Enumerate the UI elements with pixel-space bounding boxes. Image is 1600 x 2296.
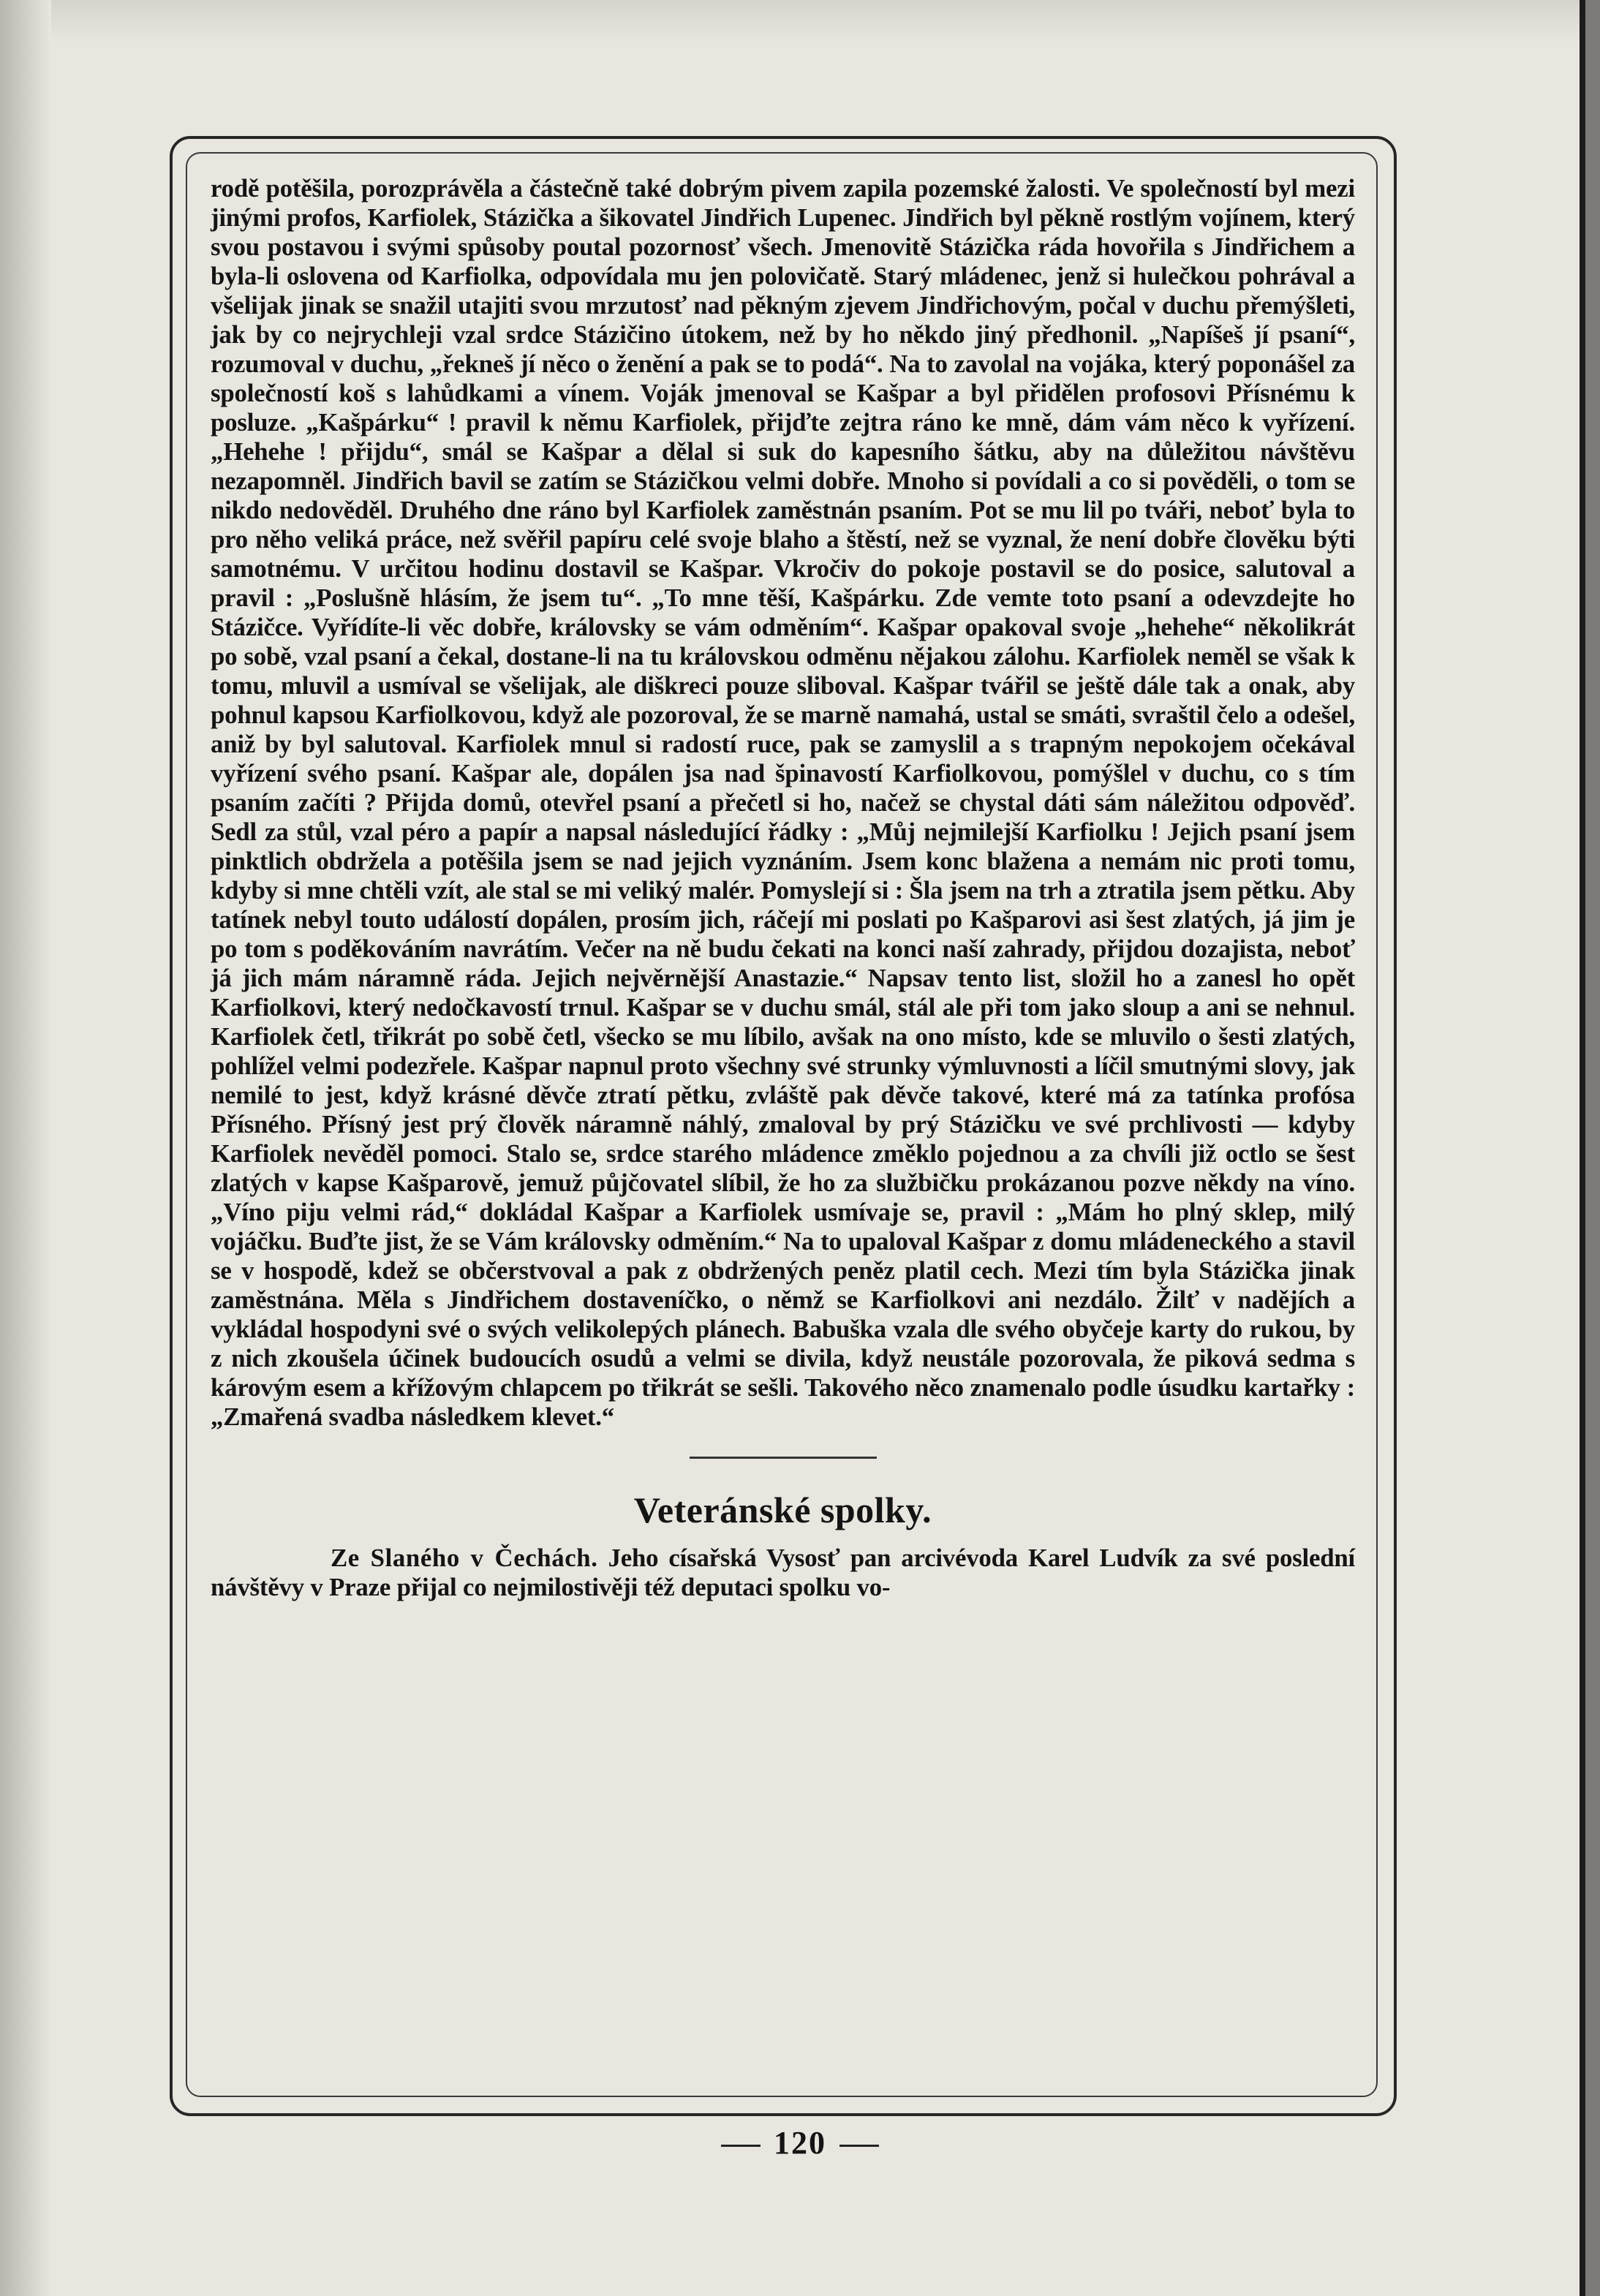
page-number-footer	[0, 2125, 1600, 2161]
section-lead: Ze Slaného v Čechách.	[331, 1544, 598, 1572]
section-heading: Veteránské spolky.	[633, 1489, 932, 1530]
page-edge-top	[0, 0, 1600, 44]
page-number-dash-right	[839, 2145, 879, 2147]
section-paragraph	[211, 1544, 1355, 1602]
page-edge-left	[0, 0, 51, 2296]
section-divider	[690, 1457, 877, 1459]
section-text: Jeho císařská Vysosť pan arcivévoda Karel Ludvík za své poslední návštěvy v Praze přijal co nejmilostivěji též deputaci spolku vo-	[211, 1544, 1356, 1601]
scan-edge-line	[1580, 0, 1585, 2296]
page-content	[211, 174, 1355, 1602]
page-number: 120	[774, 2125, 826, 2161]
page-number-dash-left	[721, 2145, 761, 2147]
body-paragraph: rodě potěšila, porozprávěla a částečně také dobrým pivem zapila pozemské žalosti. Ve společností byl mezi jinými profos, Karfiolek, Stázička a šikovatel Jindřich Lupenec. Jindřich byl pěkně rostlým vojínem, který svou postavou i svými spůsoby poutal pozornosť všech. Jmenovitě Stázička ráda hovořila s Jindřichem a byla-li oslovena od Karfiolka, odpovídala mu jen polovičatě. Starý mládenec, jenž si hulečkou pohrával a všelijak jinak se snažil utajiti svou mrzutosť nad pěkným zjevem Jindřichovým, počal v duchu přemýšleti, jak by co nejrychleji vzal srdce Stázičino útokem, než by ho někdo jiný předhonil. „Napíšeš jí psaní“, rozumoval v duchu, „řekneš jí něco o ženění a pak se to podá“. Na to zavolal na vojáka, který poponášel za společností koš s lahůdkami a vínem. Voják jmenoval se Kašpar a byl přidělen profosovi Přísnému k posluze. „Kašpárku“ ! pravil k němu Karfiolek, přijďte zejtra ráno ke mně, dám vám něco k vyřízení. „Hehehe ! přijdu“, smál se Kašpar a dělal si suk do kapesního šátku, aby na důležitou návštěvu nezapomněl. Jindřich bavil se zatím se Stázičkou velmi dobře. Mnoho si povídali a co si pověděli, o tom se nikdo nedověděl. Druhého dne ráno byl Karfiolek zaměstnán psaním. Pot se mu lil po tváři, neboť byla to pro něho veliká práce, než svěřil papíru celé svoje blaho a štěstí, než se vyznal, že není dobře člověku býti samotnému. V určitou hodinu dostavil se Kašpar. Vkročiv do pokoje postavil se do posice, salutoval a pravil : „Poslušně hlásím, že jsem tu“. „To mne těší, Kašpárku. Zde vemte toto psaní a odevzdejte ho Stázičce. Vyřídíte-li věc dobře, královsky se vám odměním“. Kašpar opakoval svoje „hehehe“ několikrát po sobě, vzal psaní a čekal, dostane-li na tu královskou odměnu nějakou zálohu. Karfiolek neměl se však k tomu, mluvil a usmíval se všelijak, ale diškreci pouze sliboval. Kašpar tvářil se ještě dále tak a onak, aby pohnul kapsou Karfiolkovou, když ale pozoroval, že se marně namahá, ustal se smáti, svraštil čelo a odešel, aniž by byl salutoval. Karfiolek mnul si radostí ruce, pak se zamyslil a s trapným nepokojem očekával vyřízení svého psaní. Kašpar ale, dopálen jsa nad špinavostí Karfiolkovou, pomýšlel v duchu, co s tím psaním začíti ? Přijda domů, otevřel psaní a přečetl si ho, načež se chystal dáti sám náležitou odpověď. Sedl za stůl, vzal péro a papír a napsal následující řádky : „Můj nejmilejší Karfiolku ! Jejich psaní jsem pinktlich obdržela a potěšila jsem se nad jejich vyznáním. Jsem konc blažena a nemám nic proti tomu, kdyby si mne chtěli vzít, ale stal se mi veliký malér. Pomyslejí si : Šla jsem na trh a ztratila jsem pětku. Aby tatínek nebyl touto událostí dopálen, prosím jich, ráčejí mi poslati po Kašparovi asi šest zlatých, já jim je po tom s poděkováním navrátím. Večer na ně budu čekati na konci naší zahrady, přijdou dozajista, neboť já jich mám náramně ráda. Jejich nejvěrnější Anastazie.“ Napsav tento list, složil ho a zanesl ho opět Karfiolkovi, který nedočkavostí trnul. Kašpar se v duchu smál, stál ale při tom jako sloup a ani se nehnul. Karfiolek četl, třikrát po sobě četl, všecko se mu líbilo, avšak na ono místo, kde se mluvilo o šesti zlatých, pohlížel velmi podezřele. Kašpar napnul proto všechny své strunky výmluvnosti a líčil smutnými slovy, jak nemilé to jest, když krásné děvče ztratí pětku, zvláště pak děvče takové, které má za tatínka profósa Přísného. Přísný jest prý člověk náramně náhlý, zmaloval by prý Stázičku ve své prchlivosti — kdyby Karfiolek nevěděl pomoci. Stalo se, srdce starého mládence změklo pojednou a za chvíli již octlo se šest zlatých v kapse Kašparově, jemuž půjčovatel slíbil, že ho za službičku prokázanou pozve někdy na víno. „Víno piju velmi rád,“ dokládal Kašpar a Karfiolek usmívaje se, pravil : „Mám ho plný sklep, milý vojáčku. Buďte jist, že se Vám královsky odměním.“ Na to upaloval Kašpar z domu mládeneckého a stavil se v hospodě, kdež se občerstvoval a pak z obdržených peněz platil cech. Mezi tím byla Stázička jinak zaměstnána. Měla s Jindřichem dostaveníčko, o němž se Karfiolkovi ani nezdálo. Žilť v nadějích a vykládal hospodyni své o svých velikolepých plánech. Babuška vzala dle svého obyčeje karty do rukou, by z nich zkoušela účinek budoucích osudů a velmi se divila, když neustále pozorovala, že piková sedma s károvým esem a křížovým chlapcem po třikrát se sešli. Takového něco znamenalo podle úsudku kartařky : „Zmařená svadba následkem klevet.“	[211, 174, 1355, 1431]
